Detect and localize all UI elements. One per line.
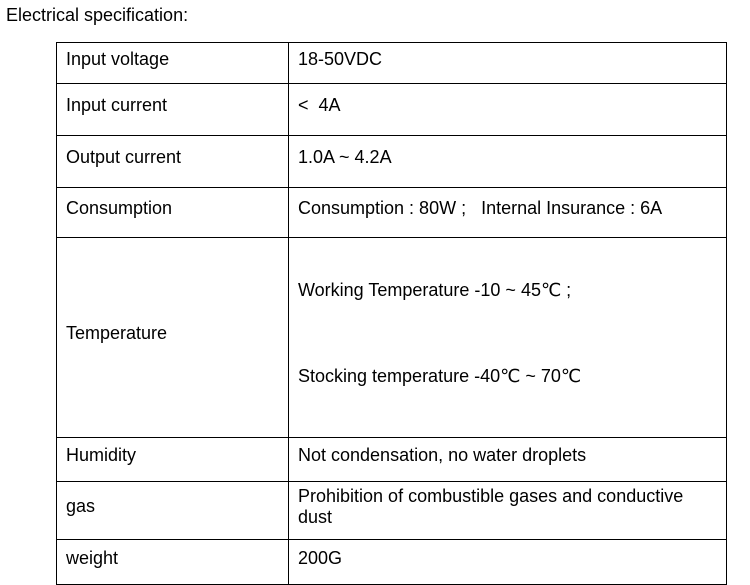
spec-value-line: Stocking temperature -40℃ ~ 70℃ [298,366,582,386]
spec-label-cell: Consumption [57,188,289,238]
spec-value-cell: < 4A [289,84,727,136]
table-row [57,188,727,238]
spec-label-cell: weight [57,540,289,585]
table-row [57,438,727,482]
spec-value-cell: 200G [289,540,727,585]
spec-value-cell: 18-50VDC [289,43,727,84]
table-row [57,43,727,84]
table-row [57,482,727,540]
table-row [57,136,727,188]
page-title: Electrical specification: [6,5,189,25]
spec-label-cell: Input voltage [57,43,289,84]
table-row [57,238,727,438]
spec-label-cell: gas [57,482,289,540]
spec-value-cell [289,238,727,438]
table-row [57,540,727,585]
table-row [57,84,727,136]
spec-value-cell: Not condensation, no water droplets [289,438,727,482]
spec-label-cell: Humidity [57,438,289,482]
spec-label-cell: Input current [57,84,289,136]
spec-value-cell: 1.0A ~ 4.2A [289,136,727,188]
spec-label-cell: Output current [57,136,289,188]
spec-value-line: Working Temperature -10 ~ 45℃ ; [298,280,572,300]
spec-table [56,42,727,585]
spec-value-cell: Prohibition of combustible gases and conductive dust [289,482,727,540]
spec-value-cell: Consumption : 80W ; Internal Insurance : 6A [289,188,727,238]
spec-label-cell: Temperature [57,238,289,438]
